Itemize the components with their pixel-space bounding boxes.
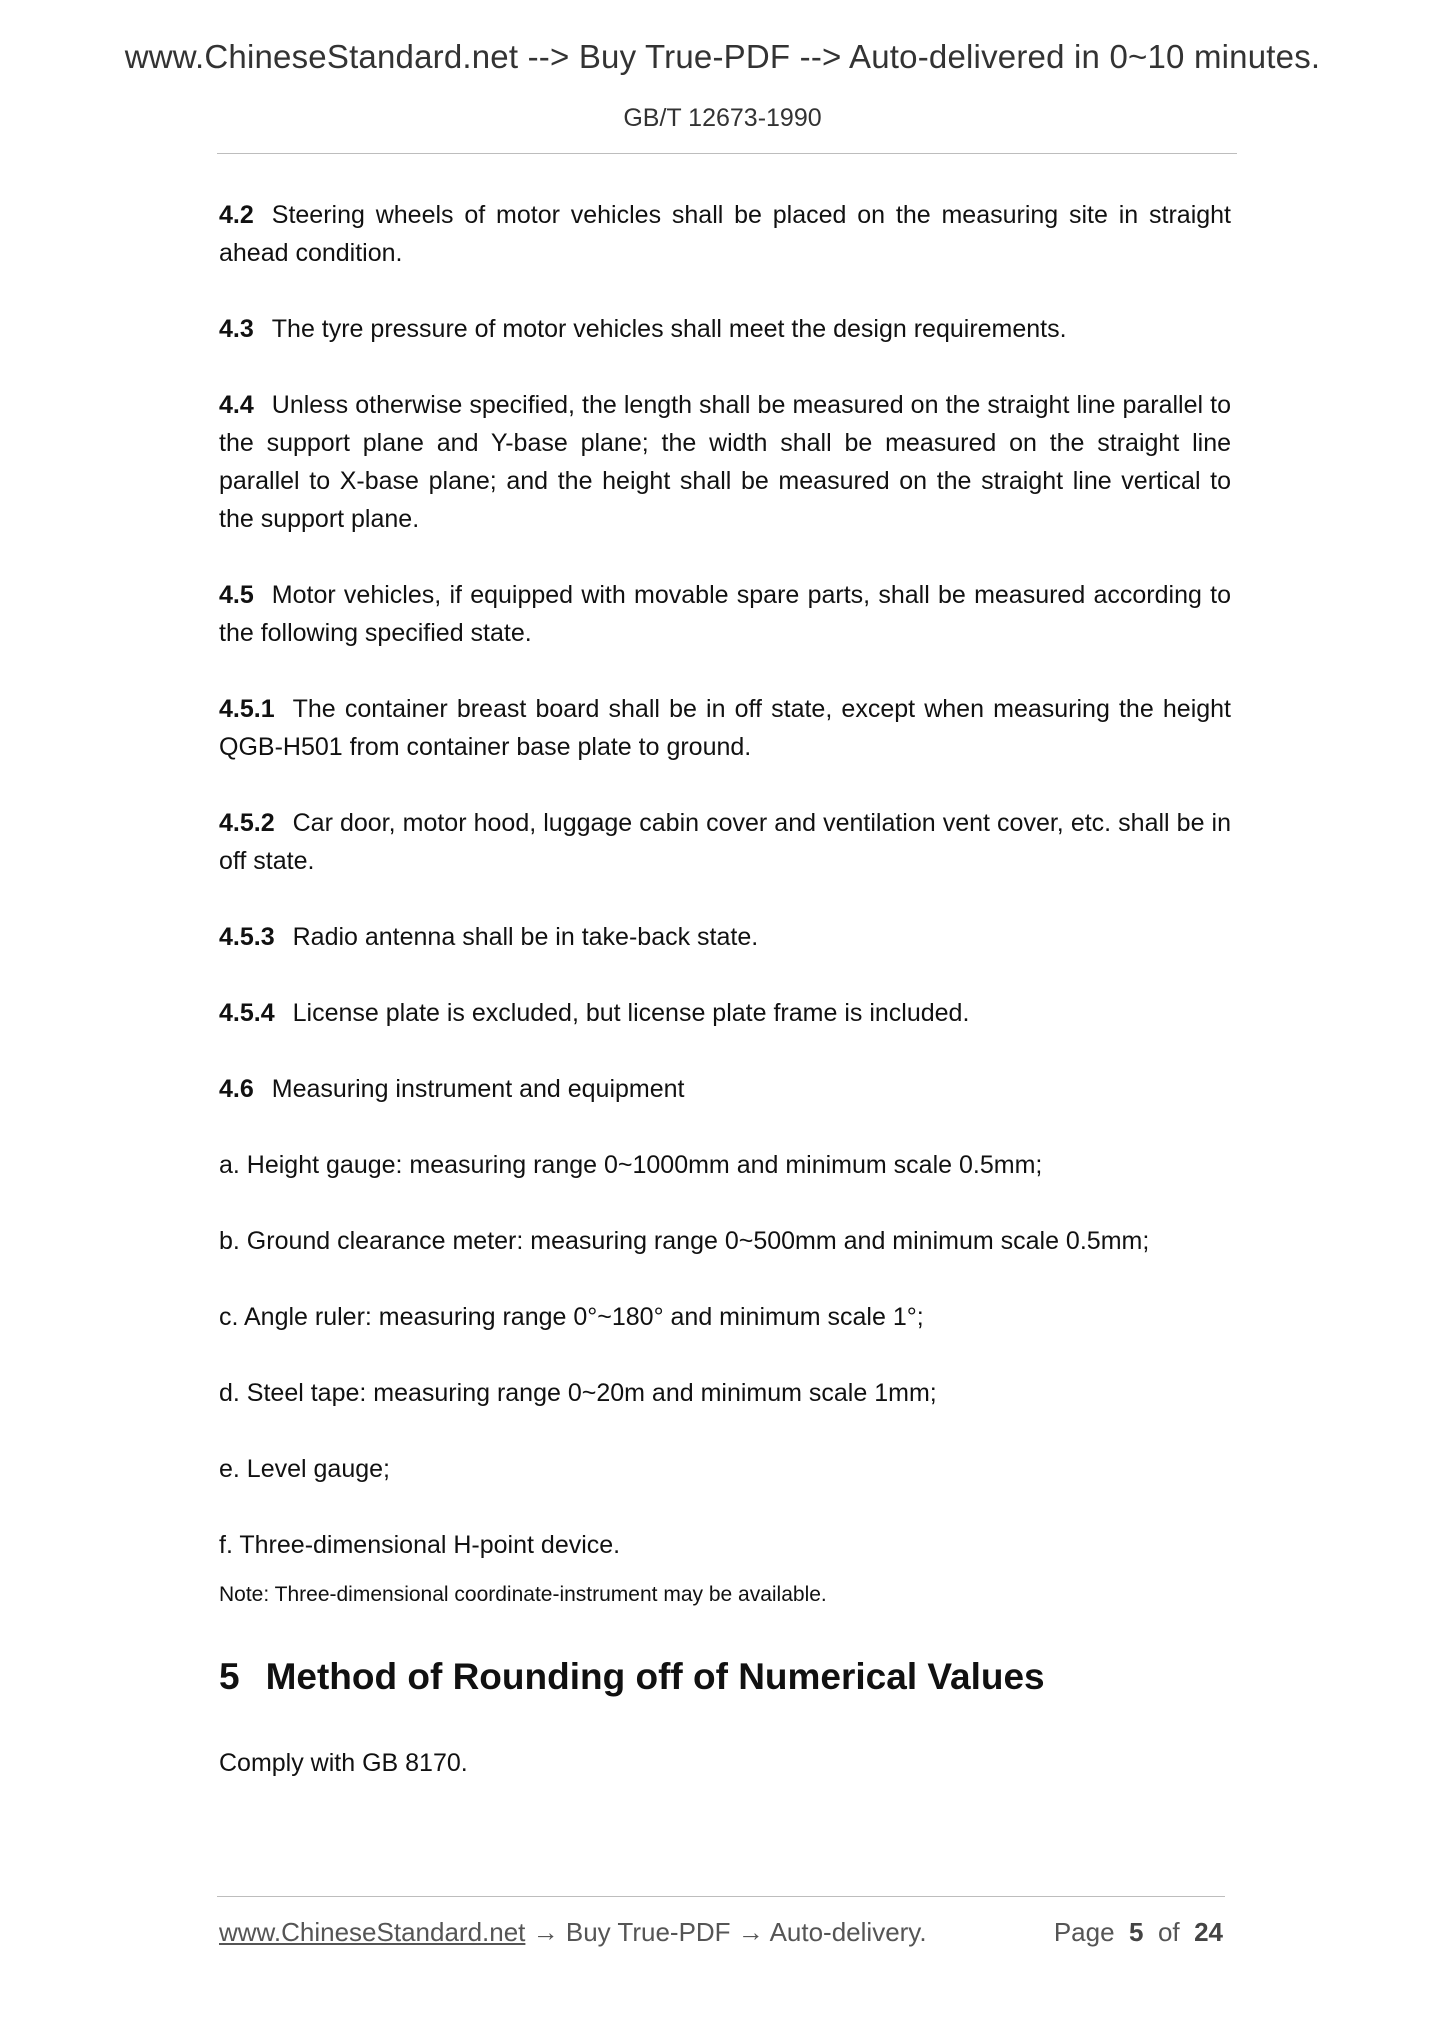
instrument-item: e. Level gauge; bbox=[219, 1455, 390, 1483]
clause-text: Radio antenna shall be in take-back state. bbox=[292, 923, 759, 951]
clause-number: 4.4 bbox=[219, 391, 254, 419]
clause-4-3 bbox=[219, 310, 1231, 348]
clause-text: License plate is excluded, but license plate frame is included. bbox=[292, 999, 970, 1027]
clause-4-2 bbox=[219, 196, 1231, 272]
note-text: Note: Three-dimensional coordinate-instrument may be available. bbox=[219, 1583, 827, 1606]
clause-text: Measuring instrument and equipment bbox=[271, 1075, 685, 1103]
clause-number: 4.5.3 bbox=[219, 923, 275, 951]
clause-4-4 bbox=[219, 386, 1231, 538]
section-title: Method of Rounding off of Numerical Values bbox=[265, 1656, 1045, 1697]
clause-4-5-3 bbox=[219, 918, 1231, 956]
instrument-item: f. Three-dimensional H-point device. bbox=[219, 1531, 621, 1559]
clause-number: 4.5.2 bbox=[219, 809, 275, 837]
clause-text: The container breast board shall be in off state, except when measuring the height QGB-H501 from container base plate to ground. bbox=[219, 695, 1231, 761]
clause-number: 4.6 bbox=[219, 1075, 254, 1103]
page-current: 5 bbox=[1129, 1917, 1144, 1947]
footer-divider bbox=[217, 1896, 1225, 1897]
instrument-item: a. Height gauge: measuring range 0~1000mm and minimum scale 0.5mm; bbox=[219, 1151, 1043, 1179]
clause-4-5-4 bbox=[219, 994, 1231, 1032]
standard-code: GB/T 12673-1990 bbox=[623, 104, 822, 132]
clause-number: 4.2 bbox=[219, 201, 254, 229]
top-banner: www.ChineseStandard.net --> Buy True-PDF --> Auto-delivered in 0~10 minutes. bbox=[124, 38, 1321, 75]
of-word: of bbox=[1157, 1917, 1180, 1947]
document-body bbox=[219, 196, 1231, 1820]
instrument-item: b. Ground clearance meter: measuring range 0~500mm and minimum scale 0.5mm; bbox=[219, 1227, 1150, 1255]
clause-text: Car door, motor hood, luggage cabin cover and ventilation vent cover, etc. shall be in off state. bbox=[219, 809, 1231, 875]
clause-number: 4.5.4 bbox=[219, 999, 275, 1027]
section-5-body: Comply with GB 8170. bbox=[219, 1749, 468, 1777]
page-total: 24 bbox=[1194, 1917, 1223, 1947]
section-number: 5 bbox=[219, 1656, 240, 1697]
footer-left bbox=[219, 1917, 927, 1948]
clause-text: Unless otherwise specified, the length shall be measured on the straight line parallel to the support plane and Y-base plane; the width shall be measured on the straight line parallel to X-base plane; and the height shall be measured on the straight line vertical to the support plane. bbox=[219, 391, 1231, 533]
clause-number: 4.5 bbox=[219, 581, 254, 609]
clause-4-5-1 bbox=[219, 690, 1231, 766]
clause-number: 4.5.1 bbox=[219, 695, 275, 723]
clause-text: The tyre pressure of motor vehicles shall meet the design requirements. bbox=[271, 315, 1067, 343]
footer-tagline: → Buy True-PDF → Auto-delivery. bbox=[525, 1917, 927, 1947]
clause-text: Steering wheels of motor vehicles shall be placed on the measuring site in straight ahead condition. bbox=[219, 201, 1231, 267]
clause-4-6 bbox=[219, 1070, 1231, 1108]
page-indicator bbox=[1054, 1917, 1223, 1948]
clause-text: Motor vehicles, if equipped with movable spare parts, shall be measured according to the following specified state. bbox=[219, 581, 1231, 647]
instrument-item: d. Steel tape: measuring range 0~20m and minimum scale 1mm; bbox=[219, 1379, 937, 1407]
header-divider bbox=[217, 153, 1237, 154]
instrument-item: c. Angle ruler: measuring range 0°~180° and minimum scale 1°; bbox=[219, 1303, 924, 1331]
clause-number: 4.3 bbox=[219, 315, 254, 343]
page-word: Page bbox=[1053, 1917, 1115, 1947]
section-5-heading bbox=[219, 1654, 1231, 1700]
clause-4-5-2 bbox=[219, 804, 1231, 880]
clause-4-5 bbox=[219, 576, 1231, 652]
footer-site-link[interactable]: www.ChineseStandard.net bbox=[219, 1917, 526, 1947]
